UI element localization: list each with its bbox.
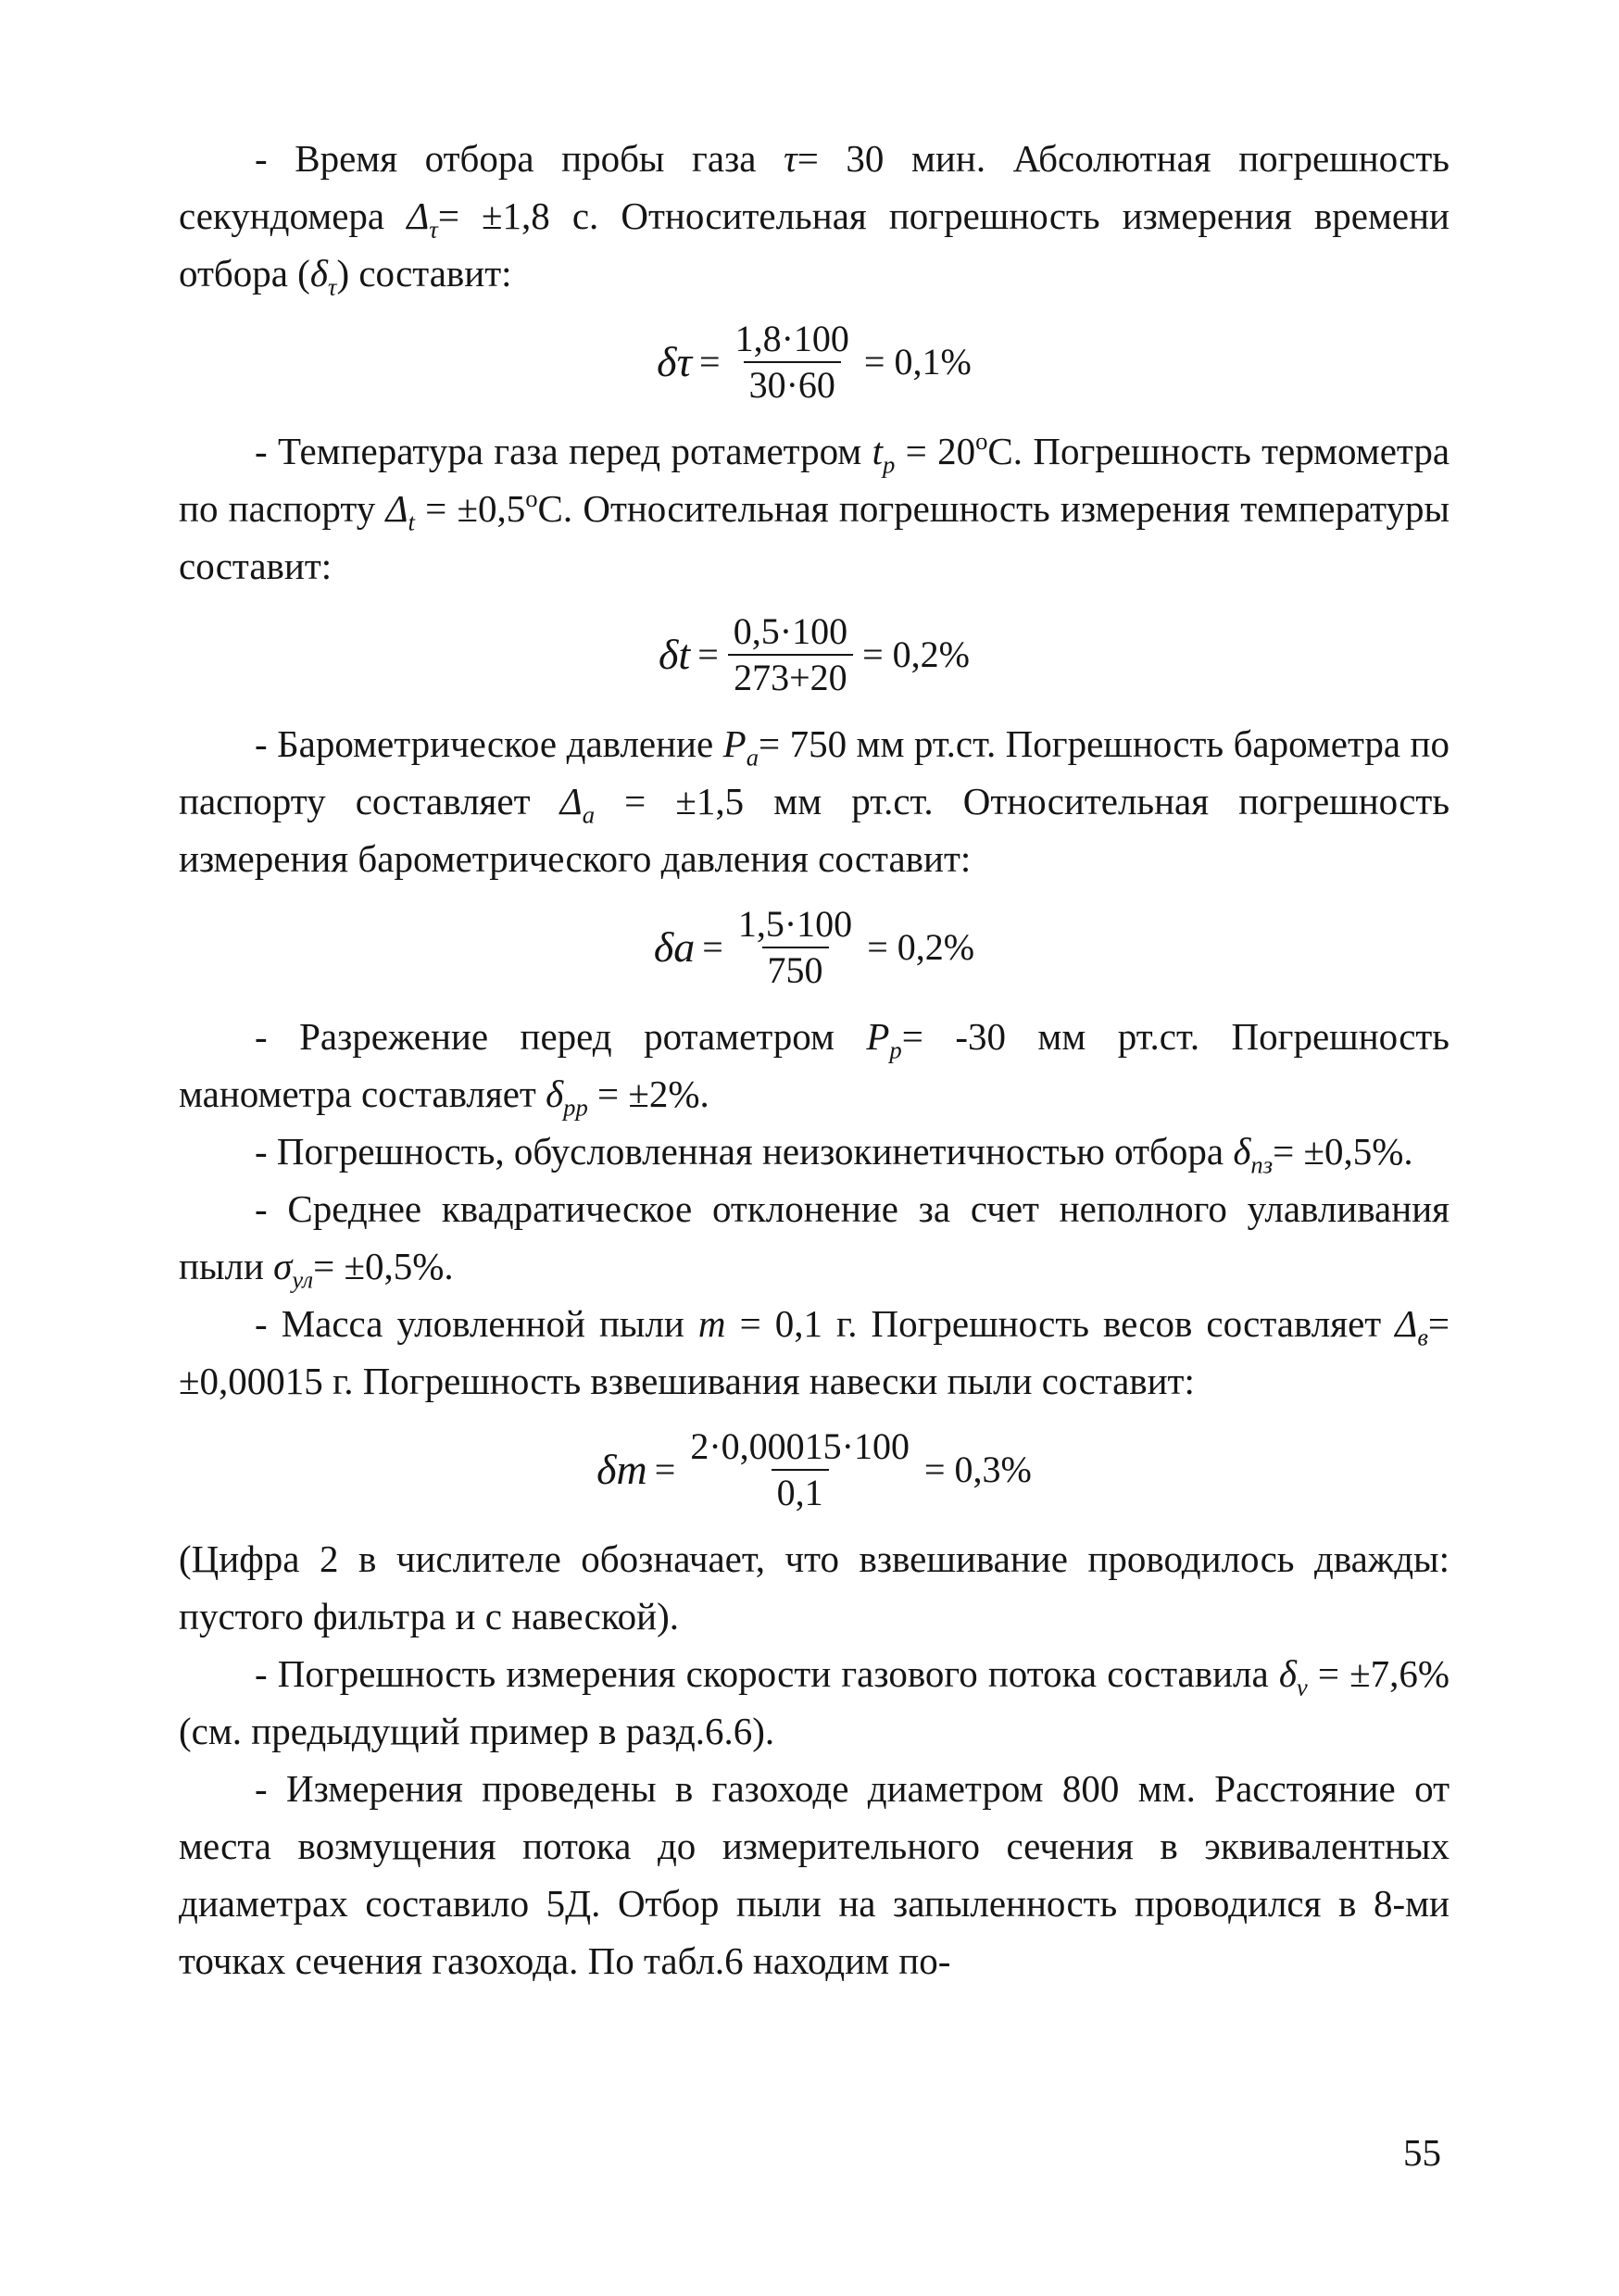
fraction: [733, 902, 858, 993]
paragraph-std-deviation: [179, 1180, 1450, 1295]
numerator: 1,8·100: [734, 318, 849, 359]
text: = ±0,5%.: [1273, 1130, 1413, 1173]
subscript: пз: [1250, 1150, 1274, 1179]
symbol-p: P: [722, 722, 747, 765]
fraction: [684, 1424, 915, 1515]
text: = ±1,8 с. Относительная погрешность измерения времени отбора (: [179, 194, 1450, 295]
subscript: t: [408, 508, 415, 536]
symbol-delta: Δ: [559, 780, 583, 822]
text: = 750 мм рт.ст. Погрешность барометра по паспорту составляет: [179, 722, 1450, 822]
formula-time-error: δ τ = $\frac{1,8\cdot 100}{30\cdot 60}$ = 0,1%: [657, 318, 972, 406]
formula-symbol: δ: [653, 923, 674, 971]
denominator: 750: [762, 947, 829, 993]
superscript: o: [525, 484, 538, 513]
page-number: 55: [1403, 2131, 1441, 2174]
page-content: [179, 130, 1450, 1989]
formula-result: = 0,1%: [863, 341, 972, 383]
symbol-p: P: [866, 1015, 890, 1058]
paragraph-barometric: [179, 715, 1450, 887]
formula-temperature-error: δ t = $\frac{0,5\cdot 100}{273+20}$ = 0,2%: [659, 610, 970, 698]
paragraph-vacuum: [179, 1008, 1450, 1123]
formula-symbol: δ: [659, 631, 679, 678]
symbol-delta: δ: [546, 1073, 564, 1115]
text: - Погрешность измерения скорости газового потока составила: [255, 1652, 1269, 1695]
numerator: 0,5·100: [733, 610, 848, 652]
text: - Масса уловленной пыли: [255, 1302, 684, 1345]
symbol-delta: Δ: [407, 194, 430, 237]
formula-result: = 0,2%: [862, 634, 970, 675]
text: = 20: [905, 430, 976, 472]
text: С. Относительная погрешность измерения температуры составит:: [179, 487, 1450, 587]
text: = ±2%.: [597, 1073, 709, 1115]
denominator: 0,1: [772, 1469, 829, 1515]
symbol-sigma: σ: [273, 1245, 293, 1287]
text: С. Погрешность термометра по паспорту: [179, 430, 1450, 530]
symbol-delta: δ: [1233, 1130, 1251, 1173]
symbol-tau: τ: [784, 137, 797, 180]
numerator: 2·0,00015·100: [690, 1425, 910, 1467]
symbol-delta: Δ: [1395, 1302, 1418, 1345]
paragraph-dust-mass: [179, 1295, 1450, 1410]
symbol-m: m: [697, 1302, 726, 1345]
formula-result: = 0,2%: [867, 926, 975, 968]
text: - Время отбора пробы газа: [255, 137, 757, 180]
text: = ±1,5 мм рт.ст. Относительная погрешность измерения барометрического давления составит:: [179, 780, 1450, 880]
formula-symbol: δ: [596, 1446, 617, 1493]
subscript: τ: [327, 272, 337, 301]
formula-mass-error: δ m = $\frac{2\cdot 0,00015\cdot 100}{0,1}$ = 0,3%: [596, 1425, 1032, 1513]
fraction: [728, 609, 853, 700]
text: ) составит:: [336, 252, 512, 295]
text: = ±0,5: [425, 487, 526, 530]
text: = ±0,00015 г. Погрешность взвешивания навески пыли составит:: [179, 1302, 1450, 1402]
subscript: p: [883, 450, 896, 479]
subscript: p: [889, 1035, 902, 1064]
formula-barometric-error: δ a = $\frac{1,5\cdot 100}{750}$ = 0,2%: [653, 903, 975, 991]
text: - Среднее квадратическое отклонение за счет неполного улавливания пыли: [179, 1187, 1450, 1287]
subscript: a: [746, 743, 759, 772]
symbol-delta: δ: [1278, 1652, 1297, 1695]
subscript: в: [1417, 1323, 1428, 1351]
text: = 30 мин. Абсолютная погрешность секундомера: [179, 137, 1450, 237]
text: = ±7,6% (см. предыдущий пример в разд.6.6).: [179, 1652, 1450, 1752]
text: - Погрешность, обусловленная неизокинетичностью отбора: [255, 1130, 1224, 1173]
paragraph-velocity: [179, 1645, 1450, 1760]
paragraph-duct: - Измерения проведены в газоходе диаметром 800 мм. Расстояние от места возмущения потока до измерительного сечения в эквивалентных диаметрах составило 5Д. Отбор пыли на запыленность проводился в 8-ми точках сечения газохода. По табл.6 находим по-: [179, 1767, 1450, 1982]
superscript: o: [975, 427, 988, 456]
subscript: a: [582, 800, 596, 829]
symbol-delta: δ: [309, 252, 328, 295]
fraction: [730, 317, 855, 408]
subscript: ул: [292, 1265, 314, 1294]
subscript: τ: [429, 215, 438, 244]
denominator: 30·60: [744, 361, 841, 408]
text: = 0,1 г. Погрешность весов составляет: [739, 1302, 1382, 1345]
symbol-t: t: [872, 430, 883, 472]
formula-symbol: δ: [657, 338, 677, 385]
numerator: 1,5·100: [737, 903, 853, 945]
symbol-delta: Δ: [385, 487, 408, 530]
formula-result: = 0,3%: [923, 1449, 1032, 1490]
denominator: 273+20: [728, 654, 853, 700]
text: - Разрежение перед ротаметром: [255, 1015, 835, 1058]
text: = ±0,5%.: [313, 1245, 454, 1287]
paragraph-isokinetic: [179, 1123, 1450, 1180]
subscript: pp: [563, 1093, 588, 1122]
subscript: v: [1296, 1673, 1308, 1701]
text: - Барометрическое давление: [255, 722, 714, 765]
paragraph-temperature: [179, 422, 1450, 595]
text: - Температура газа перед ротаметром: [255, 430, 862, 472]
text: = -30 мм рт.ст. Погрешность манометра составляет: [179, 1015, 1450, 1115]
paragraph-sampling-time: [179, 130, 1450, 302]
paragraph-note: (Цифра 2 в числителе обозначает, что взвешивание проводилось дважды: пустого фильтра и с навеской).: [179, 1537, 1450, 1637]
